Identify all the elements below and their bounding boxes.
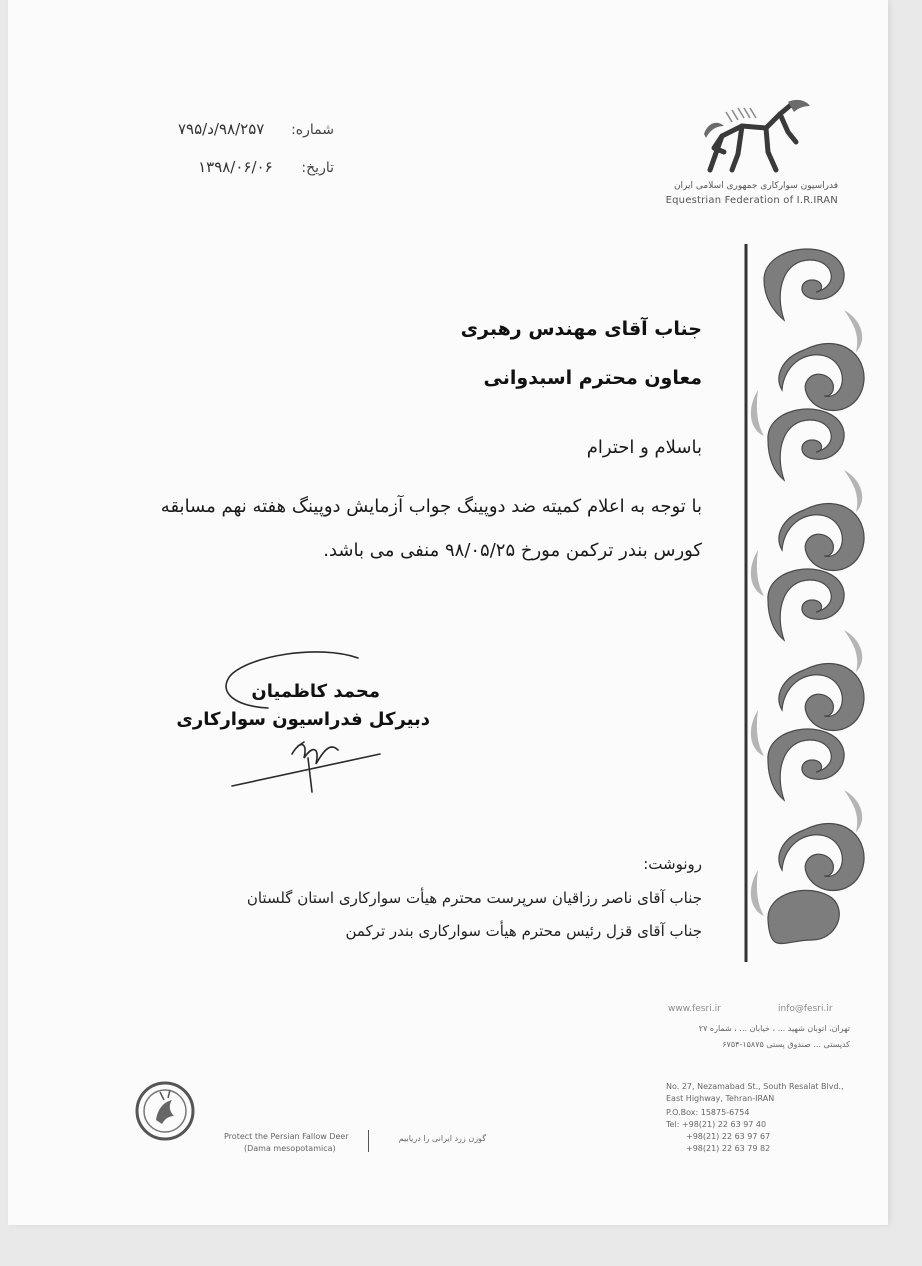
date-value: ۱۳۹۸/۰۶/۰۶ bbox=[198, 158, 273, 176]
footer-address-fa-1: تهران، اتوبان شهید ... ، خیابان ... ، شماره ۲۷ bbox=[698, 1024, 850, 1033]
cc-label: رونوشت: bbox=[643, 855, 702, 873]
footer-tel-1: Tel: +98(21) 22 63 97 40 bbox=[666, 1120, 767, 1129]
footer-address-fa-2: کدپستی ... صندوق پستی ۱۵۸۷۵-۶۷۵۴ bbox=[722, 1040, 850, 1049]
signer-name: محمد کاظمیان bbox=[251, 681, 380, 702]
horse-logo-icon bbox=[696, 92, 814, 180]
date-label: تاریخ: bbox=[301, 160, 334, 176]
footer-pobox: P.O.Box: 15875-6754 bbox=[666, 1108, 750, 1117]
greeting: باسلام و احترام bbox=[586, 437, 702, 458]
addressee-line-1: جناب آقای مهندس رهبری bbox=[460, 318, 702, 340]
cc-line-2: جناب آقای قزل رئیس محترم هیأت سوارکاری بندر ترکمن bbox=[345, 922, 702, 940]
org-name-fa: فدراسیون سوارکاری جمهوری اسلامی ایران bbox=[673, 181, 838, 191]
campaign-en: Protect the Persian Fallow Deer bbox=[224, 1132, 349, 1141]
campaign-en-2: (Dama mesopotamica) bbox=[244, 1144, 336, 1153]
org-name-en: Equestrian Federation of I.R.IRAN bbox=[665, 195, 838, 206]
body-line-2: کورس بندر ترکمن مورخ ۹۸/۰۵/۲۵ منفی می باشد. bbox=[323, 540, 702, 561]
letter-page bbox=[8, 0, 888, 1225]
body-line-1: با توجه به اعلام کمیته ضد دوپینگ جواب آزمایش دوپینگ هفته نهم مسابقه bbox=[160, 496, 702, 517]
signer-title: دبیرکل فدراسیون سوارکاری bbox=[176, 709, 430, 730]
footer-tel-3: +98(21) 22 63 79 82 bbox=[686, 1144, 771, 1153]
letter-number-row bbox=[154, 120, 334, 138]
campaign-divider bbox=[368, 1130, 369, 1152]
number-value: ۹۸/۲۵۷/د/۷۹۵ bbox=[178, 120, 265, 138]
ornament-border-icon bbox=[744, 240, 878, 965]
footer-address-en-2: East Highway, Tehran-IRAN bbox=[666, 1094, 775, 1103]
addressee-line-2: معاون محترم اسبدوانی bbox=[483, 367, 702, 389]
cc-line-1: جناب آقای ناصر رزاقیان سرپرست محترم هیأت سوارکاری استان گلستان bbox=[246, 889, 702, 907]
footer-tel-2: +98(21) 22 63 97 67 bbox=[686, 1132, 771, 1141]
deer-seal-icon bbox=[134, 1080, 196, 1142]
footer-email: info@fesri.ir bbox=[778, 1004, 833, 1014]
campaign-fa: گوزن زرد ایرانی را دریابیم bbox=[398, 1134, 486, 1143]
footer-address-en-1: No. 27, Nezamabad St., South Resalat Blvd., bbox=[666, 1082, 844, 1091]
number-label: شماره: bbox=[291, 122, 334, 138]
footer-web: www.fesri.ir bbox=[668, 1004, 721, 1014]
letter-date-row bbox=[154, 158, 334, 176]
